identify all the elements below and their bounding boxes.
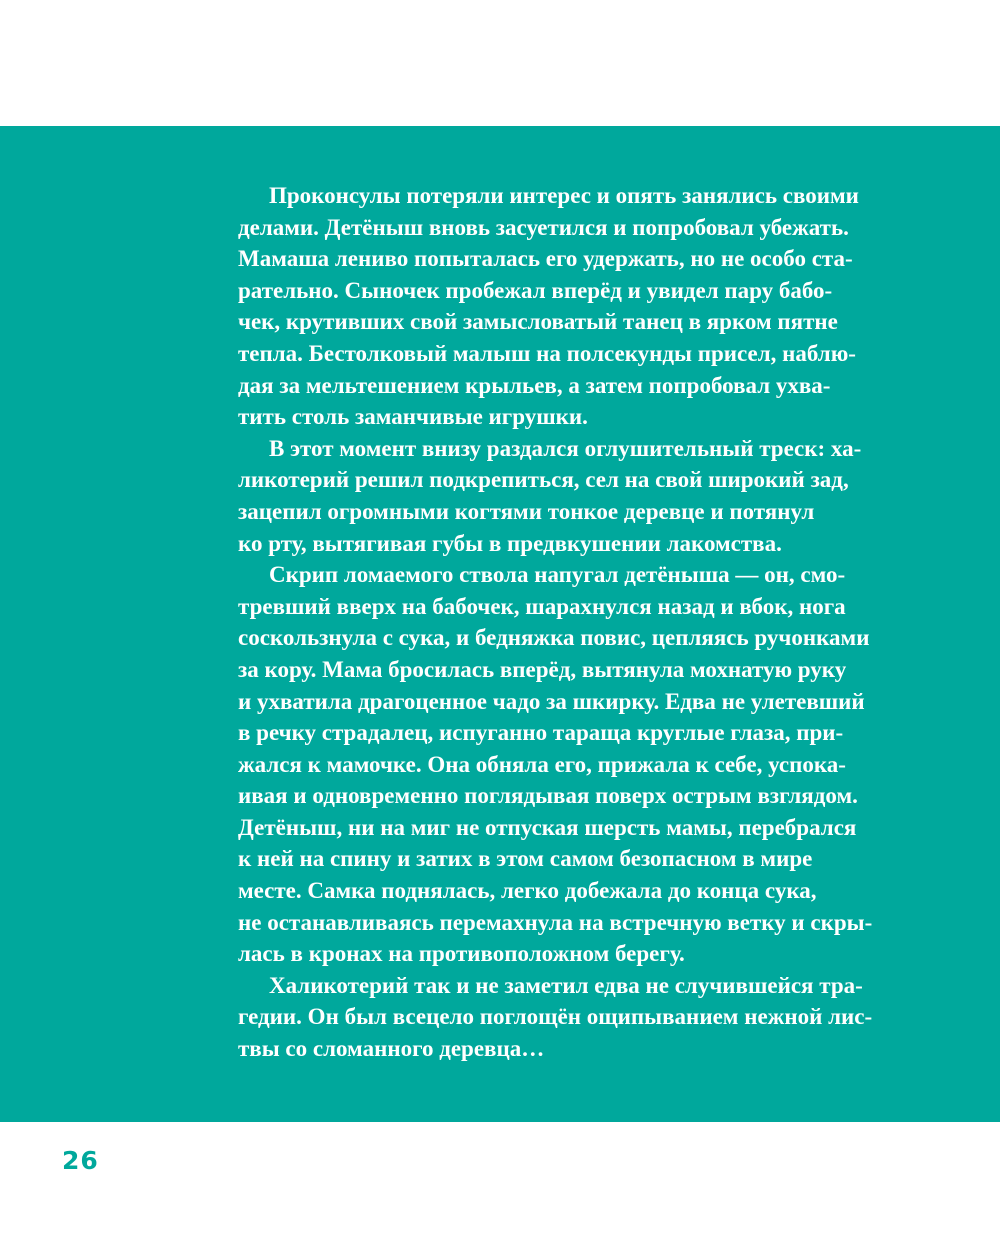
text-line: за кору. Мама бросилась вперёд, вытянула мохнатую руку: [238, 656, 847, 682]
text-line: ко рту, вытягивая губы в предвкушении лакомства.: [238, 530, 782, 556]
text-line: Скрип ломаемого ствола напугал детёныша — он, смо-: [269, 562, 846, 588]
text-line: и ухватила драгоценное чадо за шкирку. Едва не улетевший: [238, 688, 865, 714]
text-line: дая за мельтешением крыльев, а затем попробовал ухва-: [238, 372, 831, 398]
text-line: соскользнула с сука, и бедняжка повис, цепляясь ручонками: [238, 625, 870, 651]
text-line: чек, крутивших свой замысловатый танец в ярком пятне: [238, 309, 838, 335]
text-line: ивая и одновременно поглядывая поверх острым взглядом.: [238, 783, 858, 809]
text-line: В этот момент внизу раздался оглушительный треск: ха-: [269, 435, 862, 461]
text-line: Проконсулы потеряли интерес и опять занялись своими: [269, 183, 859, 208]
body-text: [238, 180, 903, 1065]
text-line: делами. Детёныш вновь засуетился и попробовал убежать.: [238, 214, 849, 240]
text-line: гедии. Он был всецело поглощён ощипыванием нежной лис-: [238, 1004, 873, 1030]
page-number: 26: [62, 1146, 99, 1175]
text-line: твы со сломанного деревца…: [238, 1036, 545, 1062]
text-line: не останавливаясь перемахнула на встречную ветку и скры-: [238, 909, 873, 935]
text-line: ликотерий решил подкрепиться, сел на свой широкий зад,: [238, 467, 849, 493]
text-line: лась в кронах на противоположном берегу.: [238, 941, 685, 967]
text-line: к ней на спину и затих в этом самом безопасном в мире: [238, 846, 813, 872]
text-line: тить столь заманчивые игрушки.: [238, 404, 588, 430]
text-line: Детёныш, ни на миг не отпуская шерсть мамы, перебрался: [238, 814, 857, 840]
text-line: зацепил огромными когтями тонкое деревце и потянул: [238, 498, 815, 524]
text-line: Халикотерий так и не заметил едва не случившейся тра-: [269, 972, 863, 998]
text-line: в речку страдалец, испуганно тараща круглые глаза, при-: [238, 720, 844, 746]
text-line: месте. Самка поднялась, легко добежала до конца сука,: [238, 878, 817, 904]
text-line: жался к мамочке. Она обняла его, прижала к себе, успока-: [238, 751, 846, 777]
text-line: тепла. Бестолковый малыш на полсекунды присел, наблю-: [238, 340, 856, 366]
text-line: тревший вверх на бабочек, шарахнулся назад и вбок, нога: [238, 593, 846, 619]
text-line: рательно. Сыночек пробежал вперёд и увидел пару бабо-: [238, 277, 833, 303]
text-line: Мамаша лениво попыталась его удержать, но не особо ста-: [238, 246, 853, 272]
